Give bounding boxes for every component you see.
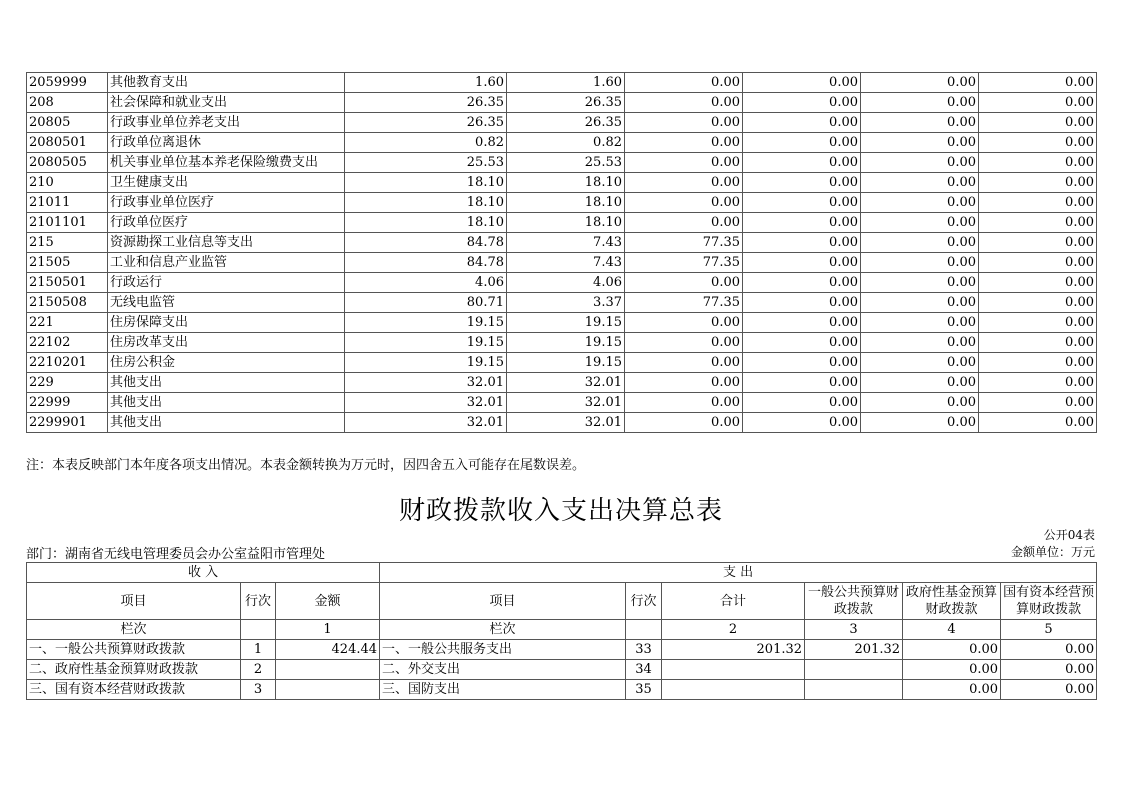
row-code: 21505 xyxy=(27,253,108,273)
row-value: 0.00 xyxy=(979,73,1097,93)
row-value: 32.01 xyxy=(507,413,625,433)
expense-line: 35 xyxy=(626,680,662,700)
row-value: 0.00 xyxy=(625,153,743,173)
summary-row xyxy=(27,640,1097,660)
row-value: 0.00 xyxy=(979,293,1097,313)
row-name: 住房公积金 xyxy=(108,353,345,373)
row-value: 0.00 xyxy=(861,273,979,293)
row-value: 0.00 xyxy=(979,93,1097,113)
row-value: 0.00 xyxy=(625,73,743,93)
expense-fund-budget: 0.00 xyxy=(903,640,1001,660)
row-value: 0.00 xyxy=(743,173,861,193)
row-code: 2059999 xyxy=(27,73,108,93)
row-value: 0.00 xyxy=(625,313,743,333)
row-value: 0.00 xyxy=(979,273,1097,293)
table-row xyxy=(27,193,1097,213)
row-value: 19.15 xyxy=(345,333,507,353)
row-value: 0.00 xyxy=(625,393,743,413)
expenditure-detail-table xyxy=(26,72,1097,433)
row-value: 0.00 xyxy=(861,393,979,413)
row-value: 0.00 xyxy=(861,233,979,253)
row-code: 2150501 xyxy=(27,273,108,293)
row-value: 18.10 xyxy=(345,193,507,213)
row-value: 4.06 xyxy=(507,273,625,293)
row-value: 0.00 xyxy=(979,233,1097,253)
row-code: 2299901 xyxy=(27,413,108,433)
row-value: 0.00 xyxy=(743,333,861,353)
table-row xyxy=(27,393,1097,413)
row-value: 0.00 xyxy=(625,333,743,353)
row-code: 2080501 xyxy=(27,133,108,153)
row-value: 0.00 xyxy=(743,133,861,153)
expense-state-capital: 0.00 xyxy=(1001,660,1097,680)
income-line: 2 xyxy=(241,660,276,680)
table-row xyxy=(27,373,1097,393)
row-value: 0.00 xyxy=(979,253,1097,273)
row-value: 0.00 xyxy=(861,73,979,93)
row-value: 0.00 xyxy=(743,73,861,93)
row-value: 18.10 xyxy=(507,213,625,233)
summary-column-header-row xyxy=(27,583,1097,620)
table-row xyxy=(27,273,1097,293)
row-value: 0.00 xyxy=(979,413,1097,433)
row-name: 资源勘探工业信息等支出 xyxy=(108,233,345,253)
col-fund-budget: 政府性基金预算财政拨款 xyxy=(903,583,1001,620)
row-value: 0.00 xyxy=(979,213,1097,233)
row-value: 19.15 xyxy=(345,313,507,333)
row-value: 26.35 xyxy=(345,113,507,133)
table-row xyxy=(27,333,1097,353)
table-row xyxy=(27,93,1097,113)
row-value: 32.01 xyxy=(345,413,507,433)
row-value: 0.00 xyxy=(743,313,861,333)
expense-total xyxy=(662,660,805,680)
row-value: 0.00 xyxy=(743,253,861,273)
row-value: 0.00 xyxy=(625,173,743,193)
table-row xyxy=(27,353,1097,373)
row-value: 0.00 xyxy=(861,413,979,433)
row-value: 84.78 xyxy=(345,233,507,253)
row-name: 卫生健康支出 xyxy=(108,173,345,193)
col-total: 合计 xyxy=(662,583,805,620)
expense-general-budget xyxy=(805,680,903,700)
row-value: 0.00 xyxy=(979,313,1097,333)
summary-table xyxy=(26,562,1097,700)
row-value: 0.00 xyxy=(979,193,1097,213)
table-row xyxy=(27,233,1097,253)
row-value: 19.15 xyxy=(507,333,625,353)
income-amount: 424.44 xyxy=(276,640,380,660)
col-amount: 金额 xyxy=(276,583,380,620)
row-value: 19.15 xyxy=(345,353,507,373)
expense-fund-budget: 0.00 xyxy=(903,660,1001,680)
income-line: 1 xyxy=(241,640,276,660)
row-name: 住房保障支出 xyxy=(108,313,345,333)
row-value: 0.00 xyxy=(743,413,861,433)
row-name: 行政单位医疗 xyxy=(108,213,345,233)
income-amount xyxy=(276,660,380,680)
row-value: 0.00 xyxy=(979,373,1097,393)
expense-line: 33 xyxy=(626,640,662,660)
index-c4: 4 xyxy=(903,620,1001,640)
row-value: 0.00 xyxy=(743,113,861,133)
index-exp-line-empty xyxy=(626,620,662,640)
row-value: 84.78 xyxy=(345,253,507,273)
row-value: 26.35 xyxy=(507,113,625,133)
row-value: 0.00 xyxy=(861,153,979,173)
row-value: 0.00 xyxy=(625,133,743,153)
row-name: 其他支出 xyxy=(108,413,345,433)
row-value: 0.00 xyxy=(625,413,743,433)
index-exp-label: 栏次 xyxy=(380,620,626,640)
income-item: 三、国有资本经营财政拨款 xyxy=(27,680,241,700)
row-value: 0.00 xyxy=(861,93,979,113)
row-value: 0.00 xyxy=(743,213,861,233)
summary-row xyxy=(27,680,1097,700)
row-value: 77.35 xyxy=(625,253,743,273)
col-exp-item: 项目 xyxy=(380,583,626,620)
summary-row xyxy=(27,660,1097,680)
row-value: 77.35 xyxy=(625,293,743,313)
row-value: 0.00 xyxy=(625,113,743,133)
row-value: 18.10 xyxy=(507,193,625,213)
table-row xyxy=(27,153,1097,173)
row-name: 其他教育支出 xyxy=(108,73,345,93)
row-code: 22999 xyxy=(27,393,108,413)
row-code: 208 xyxy=(27,93,108,113)
row-value: 0.00 xyxy=(625,93,743,113)
row-value: 0.00 xyxy=(743,93,861,113)
row-code: 21011 xyxy=(27,193,108,213)
row-value: 0.00 xyxy=(861,113,979,133)
row-value: 0.00 xyxy=(625,213,743,233)
table-row xyxy=(27,293,1097,313)
expense-fund-budget: 0.00 xyxy=(903,680,1001,700)
row-name: 其他支出 xyxy=(108,393,345,413)
row-value: 0.00 xyxy=(743,373,861,393)
expense-header: 支 出 xyxy=(380,563,1097,583)
row-value: 0.00 xyxy=(743,353,861,373)
row-code: 2101101 xyxy=(27,213,108,233)
row-value: 1.60 xyxy=(507,73,625,93)
row-value: 0.00 xyxy=(861,213,979,233)
table-row xyxy=(27,113,1097,133)
row-value: 0.00 xyxy=(861,133,979,153)
row-value: 0.00 xyxy=(979,133,1097,153)
row-code: 210 xyxy=(27,173,108,193)
row-name: 行政单位离退休 xyxy=(108,133,345,153)
index-amount: 1 xyxy=(276,620,380,640)
row-value: 0.00 xyxy=(979,153,1097,173)
row-value: 7.43 xyxy=(507,253,625,273)
table-row xyxy=(27,73,1097,93)
row-value: 80.71 xyxy=(345,293,507,313)
row-value: 19.15 xyxy=(507,353,625,373)
expense-general-budget: 201.32 xyxy=(805,640,903,660)
expense-general-budget xyxy=(805,660,903,680)
row-value: 0.00 xyxy=(979,333,1097,353)
row-value: 0.00 xyxy=(743,233,861,253)
row-value: 0.00 xyxy=(625,353,743,373)
row-name: 其他支出 xyxy=(108,373,345,393)
col-state-capital-budget: 国有资本经营预算财政拨款 xyxy=(1001,583,1097,620)
income-item: 二、政府性基金预算财政拨款 xyxy=(27,660,241,680)
row-value: 0.00 xyxy=(743,273,861,293)
row-value: 25.53 xyxy=(507,153,625,173)
row-value: 0.82 xyxy=(345,133,507,153)
col-exp-line: 行次 xyxy=(626,583,662,620)
row-value: 26.35 xyxy=(507,93,625,113)
summary-index-row xyxy=(27,620,1097,640)
row-value: 0.00 xyxy=(625,273,743,293)
row-value: 26.35 xyxy=(345,93,507,113)
row-value: 0.00 xyxy=(743,293,861,313)
row-value: 0.00 xyxy=(979,353,1097,373)
table-row xyxy=(27,413,1097,433)
row-value: 0.00 xyxy=(743,193,861,213)
row-code: 221 xyxy=(27,313,108,333)
index-c5: 5 xyxy=(1001,620,1097,640)
row-value: 0.00 xyxy=(743,153,861,173)
row-value: 0.00 xyxy=(625,373,743,393)
row-name: 工业和信息产业监管 xyxy=(108,253,345,273)
row-value: 32.01 xyxy=(507,393,625,413)
department-label: 部门：湖南省无线电管理委员会办公室益阳市管理处 xyxy=(26,547,326,562)
row-value: 0.00 xyxy=(979,393,1097,413)
expense-total: 201.32 xyxy=(662,640,805,660)
row-value: 32.01 xyxy=(345,373,507,393)
row-name: 机关事业单位基本养老保险缴费支出 xyxy=(108,153,345,173)
row-value: 0.82 xyxy=(507,133,625,153)
row-value: 18.10 xyxy=(345,213,507,233)
row-code: 229 xyxy=(27,373,108,393)
row-value: 0.00 xyxy=(861,313,979,333)
index-c3: 3 xyxy=(805,620,903,640)
row-value: 0.00 xyxy=(861,253,979,273)
index-c2: 2 xyxy=(662,620,805,640)
row-name: 社会保障和就业支出 xyxy=(108,93,345,113)
row-value: 7.43 xyxy=(507,233,625,253)
row-name: 行政运行 xyxy=(108,273,345,293)
form-number: 公开04表 xyxy=(1043,528,1095,542)
row-value: 0.00 xyxy=(861,353,979,373)
page-title: 财政拨款收入支出决算总表 xyxy=(398,496,723,526)
row-value: 18.10 xyxy=(345,173,507,193)
amount-unit-label: 金额单位：万元 xyxy=(1010,545,1095,559)
table-row xyxy=(27,313,1097,333)
row-value: 0.00 xyxy=(861,293,979,313)
index-label: 栏次 xyxy=(27,620,241,640)
row-name: 住房改革支出 xyxy=(108,333,345,353)
row-value: 1.60 xyxy=(345,73,507,93)
row-value: 0.00 xyxy=(979,173,1097,193)
row-value: 0.00 xyxy=(861,193,979,213)
summary-header-row xyxy=(27,563,1097,583)
income-item: 一、一般公共预算财政拨款 xyxy=(27,640,241,660)
expense-line: 34 xyxy=(626,660,662,680)
row-value: 0.00 xyxy=(861,373,979,393)
row-value: 32.01 xyxy=(507,373,625,393)
row-value: 77.35 xyxy=(625,233,743,253)
row-code: 2210201 xyxy=(27,353,108,373)
row-code: 2150508 xyxy=(27,293,108,313)
row-value: 32.01 xyxy=(345,393,507,413)
income-header: 收 入 xyxy=(27,563,380,583)
col-line: 行次 xyxy=(241,583,276,620)
expense-state-capital: 0.00 xyxy=(1001,680,1097,700)
col-general-budget: 一般公共预算财政拨款 xyxy=(805,583,903,620)
table-note: 注：本表反映部门本年度各项支出情况。本表金额转换为万元时，因四舍五入可能存在尾数误差。 xyxy=(26,458,586,473)
row-code: 22102 xyxy=(27,333,108,353)
row-code: 215 xyxy=(27,233,108,253)
expense-item: 二、外交支出 xyxy=(380,660,626,680)
row-value: 18.10 xyxy=(507,173,625,193)
table-row xyxy=(27,253,1097,273)
row-name: 行政事业单位医疗 xyxy=(108,193,345,213)
expense-item: 三、国防支出 xyxy=(380,680,626,700)
row-value: 0.00 xyxy=(861,173,979,193)
row-code: 2080505 xyxy=(27,153,108,173)
income-line: 3 xyxy=(241,680,276,700)
expense-state-capital: 0.00 xyxy=(1001,640,1097,660)
table-row xyxy=(27,173,1097,193)
table-row xyxy=(27,213,1097,233)
row-value: 0.00 xyxy=(861,333,979,353)
row-value: 0.00 xyxy=(743,393,861,413)
index-line-empty xyxy=(241,620,276,640)
row-value: 3.37 xyxy=(507,293,625,313)
col-item: 项目 xyxy=(27,583,241,620)
expense-total xyxy=(662,680,805,700)
income-amount xyxy=(276,680,380,700)
row-value: 19.15 xyxy=(507,313,625,333)
table-row xyxy=(27,133,1097,153)
row-name: 无线电监管 xyxy=(108,293,345,313)
row-code: 20805 xyxy=(27,113,108,133)
row-name: 行政事业单位养老支出 xyxy=(108,113,345,133)
row-value: 25.53 xyxy=(345,153,507,173)
row-value: 0.00 xyxy=(625,193,743,213)
row-value: 0.00 xyxy=(979,113,1097,133)
expense-item: 一、一般公共服务支出 xyxy=(380,640,626,660)
row-value: 4.06 xyxy=(345,273,507,293)
